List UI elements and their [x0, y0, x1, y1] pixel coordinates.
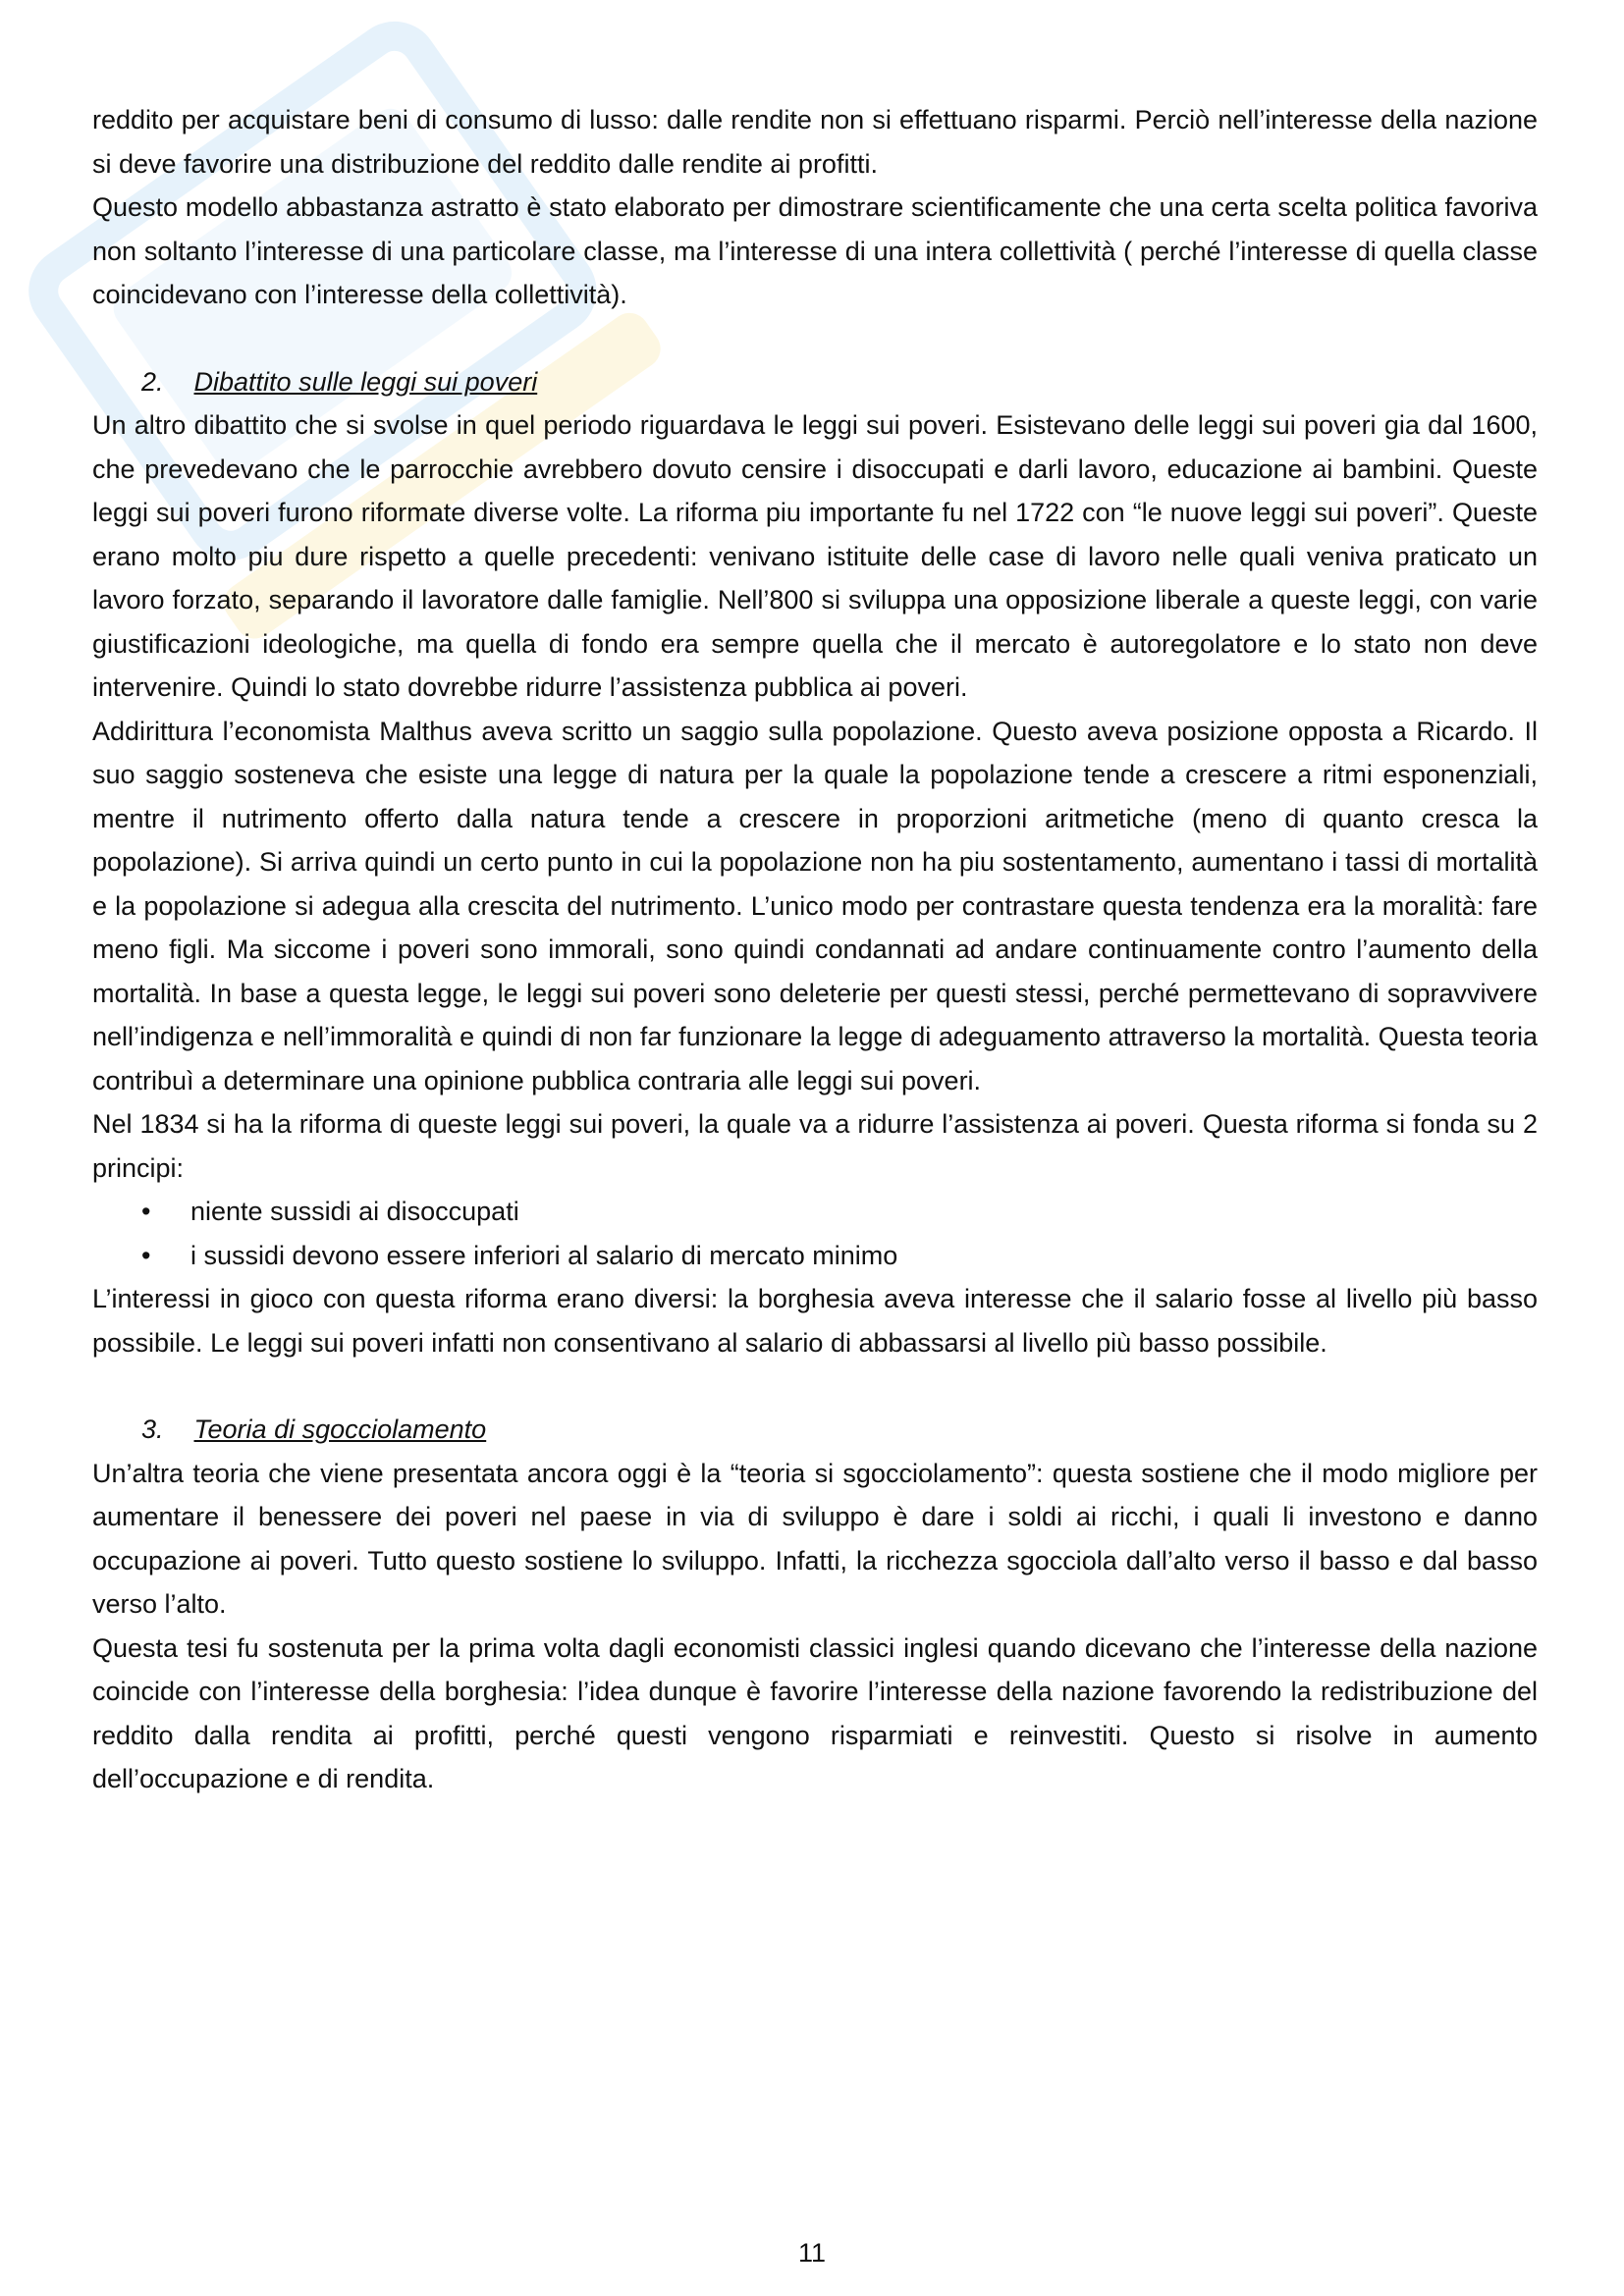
intro-paragraph-2: Questo modello abbastanza astratto è stato elaborato per dimostrare scientificamente che una certa scelta politica favoriva non soltanto l’interesse di una particolare classe, ma l’interesse di una intera collettività ( perché l’interesse di quella classe coincidevano con l’interesse della collettività).: [92, 192, 1538, 309]
section-2-paragraph-1: Un altro dibattito che si svolse in quel periodo riguardava le leggi sui poveri. Esistevano delle leggi sui poveri gia dal 1600, che prevedevano che le parrocchie avrebbero dovuto censire i disoccupati e darli lavoro, educazione ai bambini. Queste leggi sui poveri furono riformate diverse volte. La riforma piu importante fu nel 1722 con “le nuove leggi sui poveri”. Queste erano molto piu dure rispetto a quelle precedenti: venivano istituite delle case di lavoro nelle quali veniva praticato un lavoro forzato, separando il lavoratore dalle famiglie. Nell’800 si sviluppa una opposizione liberale a queste leggi, con varie giustificazioni ideologiche, ma quella di fondo era sempre quella che il mercato è autoregolatore e lo stato non deve intervenire. Quindi lo stato dovrebbe ridurre l’assistenza pubblica ai poveri.: [92, 410, 1538, 702]
section-3-number: 3.: [141, 1415, 164, 1444]
bullet-icon: •: [141, 1240, 151, 1270]
section-3-paragraph-1: Un’altra teoria che viene presentata ancora oggi è la “teoria si sgocciolamento”: questa sostiene che il modo migliore per aumentare il benessere dei poveri nel paese in via di sviluppo è dare i soldi ai ricchi, i quali li investono e danno occupazione ai poveri. Tutto questo sostiene lo sviluppo. Infatti, la ricchezza sgocciola dall’alto verso il basso e dal basso verso l’alto.: [92, 1458, 1538, 1619]
list-item-text: i sussidi devono essere inferiori al salario di mercato minimo: [190, 1240, 898, 1270]
section-2-paragraph-3: Nel 1834 si ha la riforma di queste leggi sui poveri, la quale va a ridurre l’assistenza ai poveri. Questa riforma si fonda su 2 principi:: [92, 1109, 1538, 1183]
principles-list: [92, 1190, 1538, 1277]
section-2-paragraph-2: Addirittura l’economista Malthus aveva scritto un saggio sulla popolazione. Questo aveva posizione opposta a Ricardo. Il suo saggio sosteneva che esiste una legge di natura per la quale la popolazione tende a crescere a ritmi esponenziali, mentre il nutrimento offerto dalla natura tende a crescere in proporzioni aritmetiche (meno di quanto cresca la popolazione). Si arriva quindi un certo punto in cui la popolazione non ha piu sostentamento, aumentano i tassi di mortalità e la popolazione si adegua alla crescita del nutrimento. L’unico modo per contrastare questa tendenza era la moralità: fare meno figli. Ma siccome i poveri sono immorali, sono quindi condannati ad andare continuamente contro l’aumento della mortalità. In base a questa legge, le leggi sui poveri sono deleterie per questi stessi, perché permettevano di sopravvivere nell’indigenza e nell’immoralità e quindi di non far funzionare la legge di adeguamento attraverso la mortalità. Questa teoria contribuì a determinare una opinione pubblica contraria alle leggi sui poveri.: [92, 716, 1538, 1095]
bullet-icon: •: [141, 1197, 151, 1226]
intro-paragraph-1: reddito per acquistare beni di consumo di lusso: dalle rendite non si effettuano risparmi. Perciò nell’interesse della nazione si deve favorire una distribuzione del reddito dalle rendite ai profitti.: [92, 105, 1538, 179]
page-number: 11: [797, 2238, 827, 2268]
list-item: [92, 1190, 1538, 1234]
section-3-heading: [92, 1408, 1538, 1452]
section-2-number: 2.: [141, 366, 164, 397]
section-3-title: Teoria di sgocciolamento: [193, 1415, 487, 1444]
list-item: [92, 1234, 1538, 1278]
section-2-closing-paragraph: L’interessi in gioco con questa riforma erano diversi: la borghesia aveva interesse che il salario fosse al livello più basso possibile. Le leggi sui poveri infatti non consentivano al salario di abbassarsi al livello più basso possibile.: [92, 1284, 1538, 1358]
section-2-heading: [92, 360, 1538, 404]
document-page: [92, 98, 1538, 1801]
section-2-title: Dibattito sulle leggi sui poveri: [193, 366, 538, 397]
section-3-paragraph-2: Questa tesi fu sostenuta per la prima volta dagli economisti classici inglesi quando dicevano che l’interesse della nazione coincide con l’interesse della borghesia: l’idea dunque è favorire l’interesse della nazione favorendo la redistribuzione del reddito dalla rendita ai profitti, perché questi vengono risparmiati e reinvestiti. Questo si risolve in aumento dell’occupazione e di rendita.: [92, 1632, 1538, 1793]
list-item-text: niente sussidi ai disoccupati: [190, 1197, 519, 1226]
